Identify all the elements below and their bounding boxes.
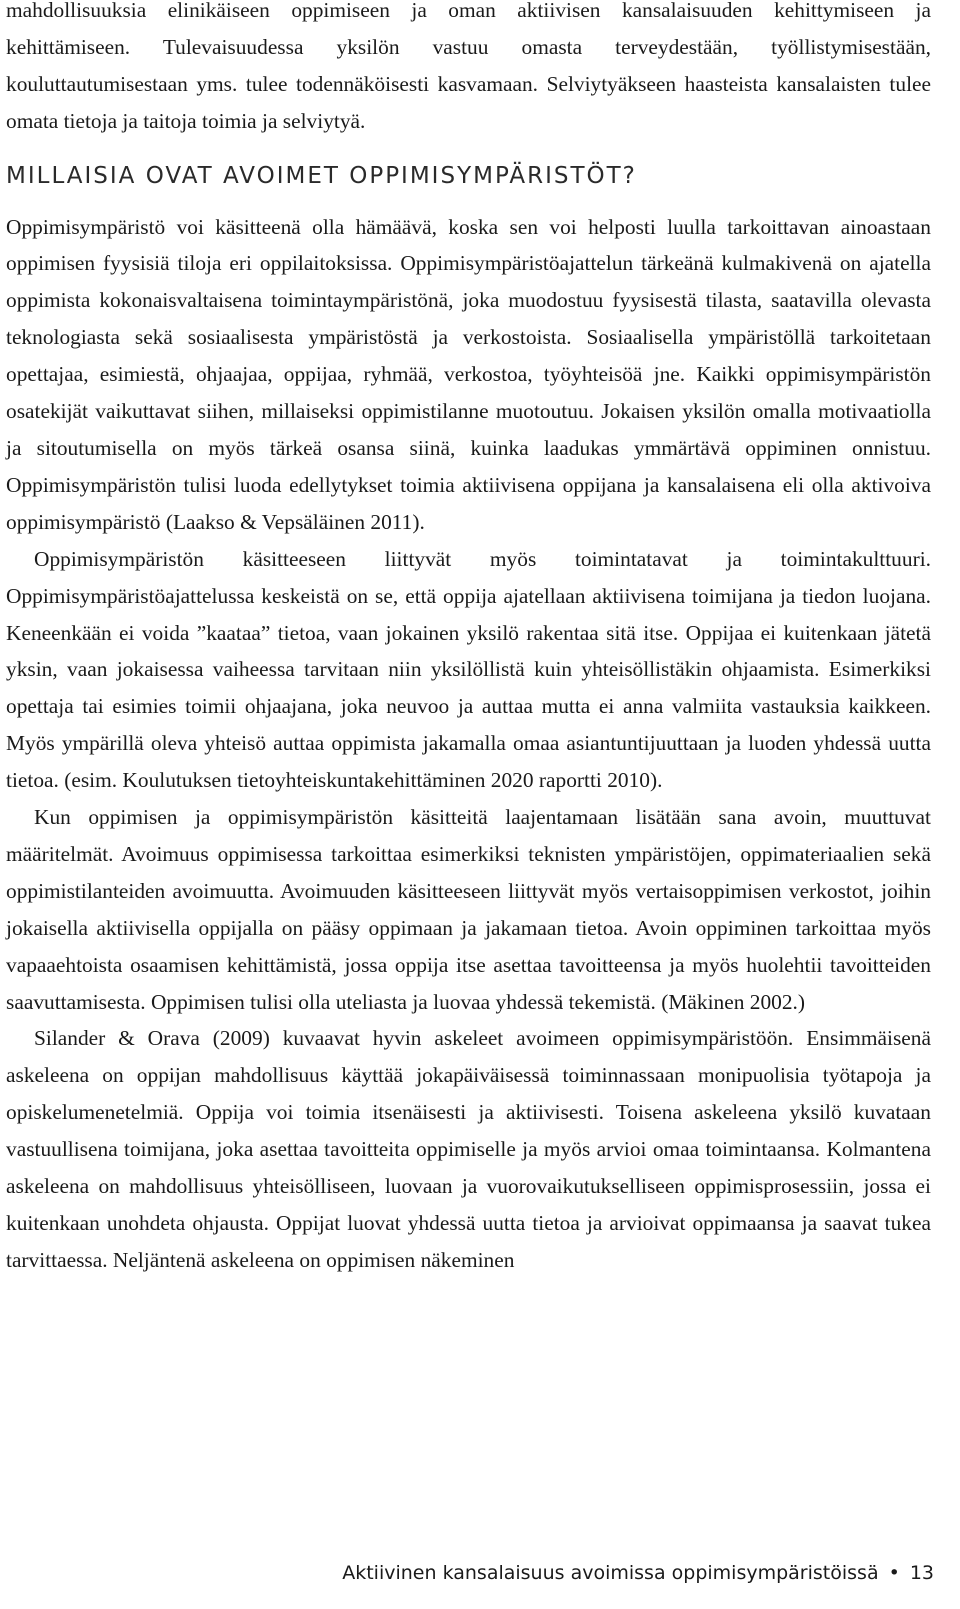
paragraph-practices-culture: Oppimisympäristön käsitteeseen liittyvät myös toimintatavat ja toimintakulttuuri. Oppimisympäristöajattelussa keskeistä on se, että oppija ajatellaan aktiivisena toimijana ja tiedon luojana. Keneenkään ei voida ”kaataa” tietoa, vaan jokainen yksilö rakentaa sitä itse. Oppijaa ei kuitenkaan jätetä yksin, vaan jokaisessa vaiheessa tarvitaan niin yksilöllistä kuin yhteisöllistäkin ohjaamista. Esimerkiksi opettaja tai esimies toimii ohjaajana, joka neuvoo ja auttaa mutta ei anna valmiita vastauksia kaikkeen. Myös ympärillä oleva yhteisö auttaa oppimista jakamalla omaa asiantuntijuuttaan ja luoden yhdessä uutta tietoa. (esim. Koulutuksen tietoyhteiskuntakehittäminen 2020 raportti 2010). — [6, 546, 931, 793]
page-number: 13 — [909, 1562, 934, 1584]
body-text — [6, 0, 931, 1279]
section-heading: MILLAISIA OVAT AVOIMET OPPIMISYMPÄRISTÖT? — [6, 162, 637, 189]
paragraph-openness: Kun oppimisen ja oppimisympäristön käsitteitä laajentamaan lisätään sana avoin, muuttuvat määritelmät. Avoimuus oppimisessa tarkoittaa esimerkiksi teknisten ympäristöjen, oppimateriaalien sekä oppimistilanteiden avoimuutta. Avoimuuden käsitteeseen liittyvät myös vertaisoppimisen verkostot, joihin jokaisella aktiivisella oppijalla on pääsy oppimaan ja jakamaan tietoa. Avoin oppiminen tarkoittaa myös vapaaehtoista osaamisen kehittämistä, jossa oppija itse asettaa tavoitteensa ja myös huolehtii tavoitteiden saavuttamisesta. Oppimisen tulisi olla uteliasta ja luovaa yhdessä tekemistä. (Mäkinen 2002.) — [6, 805, 931, 1014]
footer-bullet: • — [888, 1562, 900, 1584]
running-title: Aktiivinen kansalaisuus avoimissa oppimisympäristöissä — [342, 1562, 879, 1584]
page-footer — [342, 1562, 934, 1584]
intro-paragraph: mahdollisuuksia elinikäiseen oppimiseen ja oman aktiivisen kansalaisuuden kehittymiseen ja kehittämiseen. Tulevaisuudessa yksilön vastuu omasta terveydestään, työllistymisestään, kouluttautumisestaan yms. tulee todennäköisesti kasvamaan. Selviytyäkseen haasteista kansalaisten tulee omata tietoja ja taitoja toimia ja selviytyä. — [6, 0, 931, 133]
paragraph-steps: Silander & Orava (2009) kuvaavat hyvin askeleet avoimeen oppimisympäristöön. Ensimmäisenä askeleena on oppijan mahdollisuus käyttää jokapäiväisessä toiminnassaan monipuolisia työtapoja ja opiskelumenetelmiä. Oppija voi toimia itsenäisesti ja aktiivisesti. Toisena askeleena yksilö kuvataan vastuullisena toimijana, joka asettaa tavoitteita oppimiselle ja myös arvioi omaa toimintaansa. Kolmantena askeleena on mahdollisuus yhteisölliseen, luovaan ja vuorovaikutukselliseen oppimisprosessiin, jossa ei kuitenkaan unohdeta ohjausta. Oppijat luovat yhdessä uutta tietoa ja arvioivat oppimaansa ja saavat tukea tarvittaessa. Neljäntenä askeleena on oppimisen näkeminen — [6, 1026, 931, 1272]
paragraph-learning-environment: Oppimisympäristö voi käsitteenä olla hämäävä, koska sen voi helposti luulla tarkoittavan ainoastaan oppimisen fyysisiä tiloja eri oppilaitoksissa. Oppimisympäristöajattelun tärkeänä kulmakivenä on ajatella oppimista kokonaisvaltaisena toimintaympäristönä, joka muodostuu fyysisestä tilasta, saatavilla olevasta teknologiasta sekä sosiaalisesta ympäristöstä ja verkostoista. Sosiaalisella ympäristöllä tarkoitetaan opettajaa, esimiestä, ohjaajaa, oppijaa, ryhmää, verkostoa, työyhteisöä jne. Kaikki oppimisympäristön osatekijät vaikuttavat siihen, millaiseksi oppimistilanne muotoutuu. Jokaisen yksilön omalla motivaatiolla ja sitoutumisella on myös tärkeä osansa siinä, kuinka laadukas ymmärtävä oppiminen onnistuu. Oppimisympäristön tulisi luoda edellytykset toimia aktiivisena oppijana ja kansalaisena eli olla aktivoiva oppimisympäristö (Laakso & Vepsäläinen 2011). — [6, 214, 931, 534]
